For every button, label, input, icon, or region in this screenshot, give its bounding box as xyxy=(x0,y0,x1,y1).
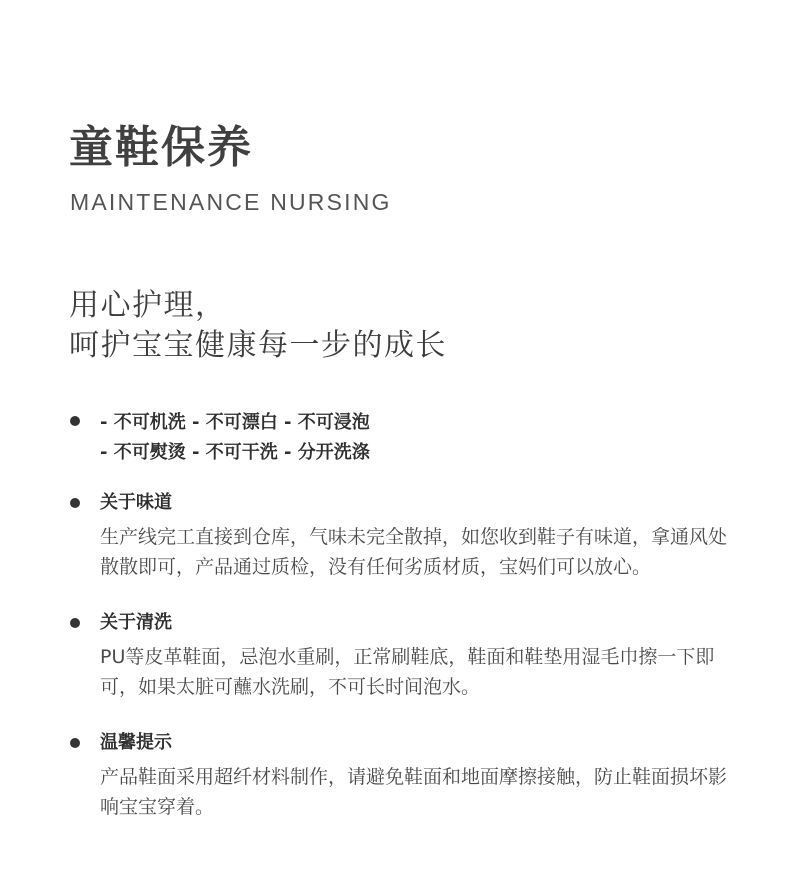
bullet-icon xyxy=(70,738,80,748)
care-instructions-section xyxy=(70,408,750,468)
section-body: 产品鞋面采用超纤材料制作，请避免鞋面和地面摩擦接触，防止鞋面损坏影响宝宝穿着。 xyxy=(100,766,728,818)
section-body: 生产线完工直接到仓库，气味未完全散掉，如您收到鞋子有味道，拿通风处散散即可，产品通过质检，没有任何劣质材质，宝妈们可以放心。 xyxy=(100,526,728,578)
section-heading: 关于清洗 xyxy=(100,612,172,633)
care-instructions-line-1: - 不可机洗 - 不可漂白 - 不可浸泡 xyxy=(100,412,370,433)
smell-section xyxy=(70,490,750,582)
slogan-line-1: 用心护理， xyxy=(69,288,227,323)
slogan xyxy=(69,286,447,366)
page-subtitle: MAINTENANCE NURSING xyxy=(70,189,392,215)
cleaning-section xyxy=(70,610,750,702)
section-heading: 关于味道 xyxy=(100,492,172,513)
section-body: PU等皮革鞋面，忌泡水重刷，正常刷鞋底，鞋面和鞋垫用湿毛巾擦一下即可，如果太脏可蘸水洗刷，不可长时间泡水。 xyxy=(100,646,715,698)
care-instructions-line-2: - 不可熨烫 - 不可干洗 - 分开洗涤 xyxy=(100,442,370,463)
slogan-line-2: 呵护宝宝健康每一步的成长 xyxy=(69,328,447,363)
bullet-icon xyxy=(70,618,80,628)
bullet-icon xyxy=(70,416,80,426)
section-heading: 温馨提示 xyxy=(100,732,172,753)
page-title: 童鞋保养 xyxy=(69,122,253,173)
tips-section xyxy=(70,730,750,822)
bullet-icon xyxy=(70,498,80,508)
